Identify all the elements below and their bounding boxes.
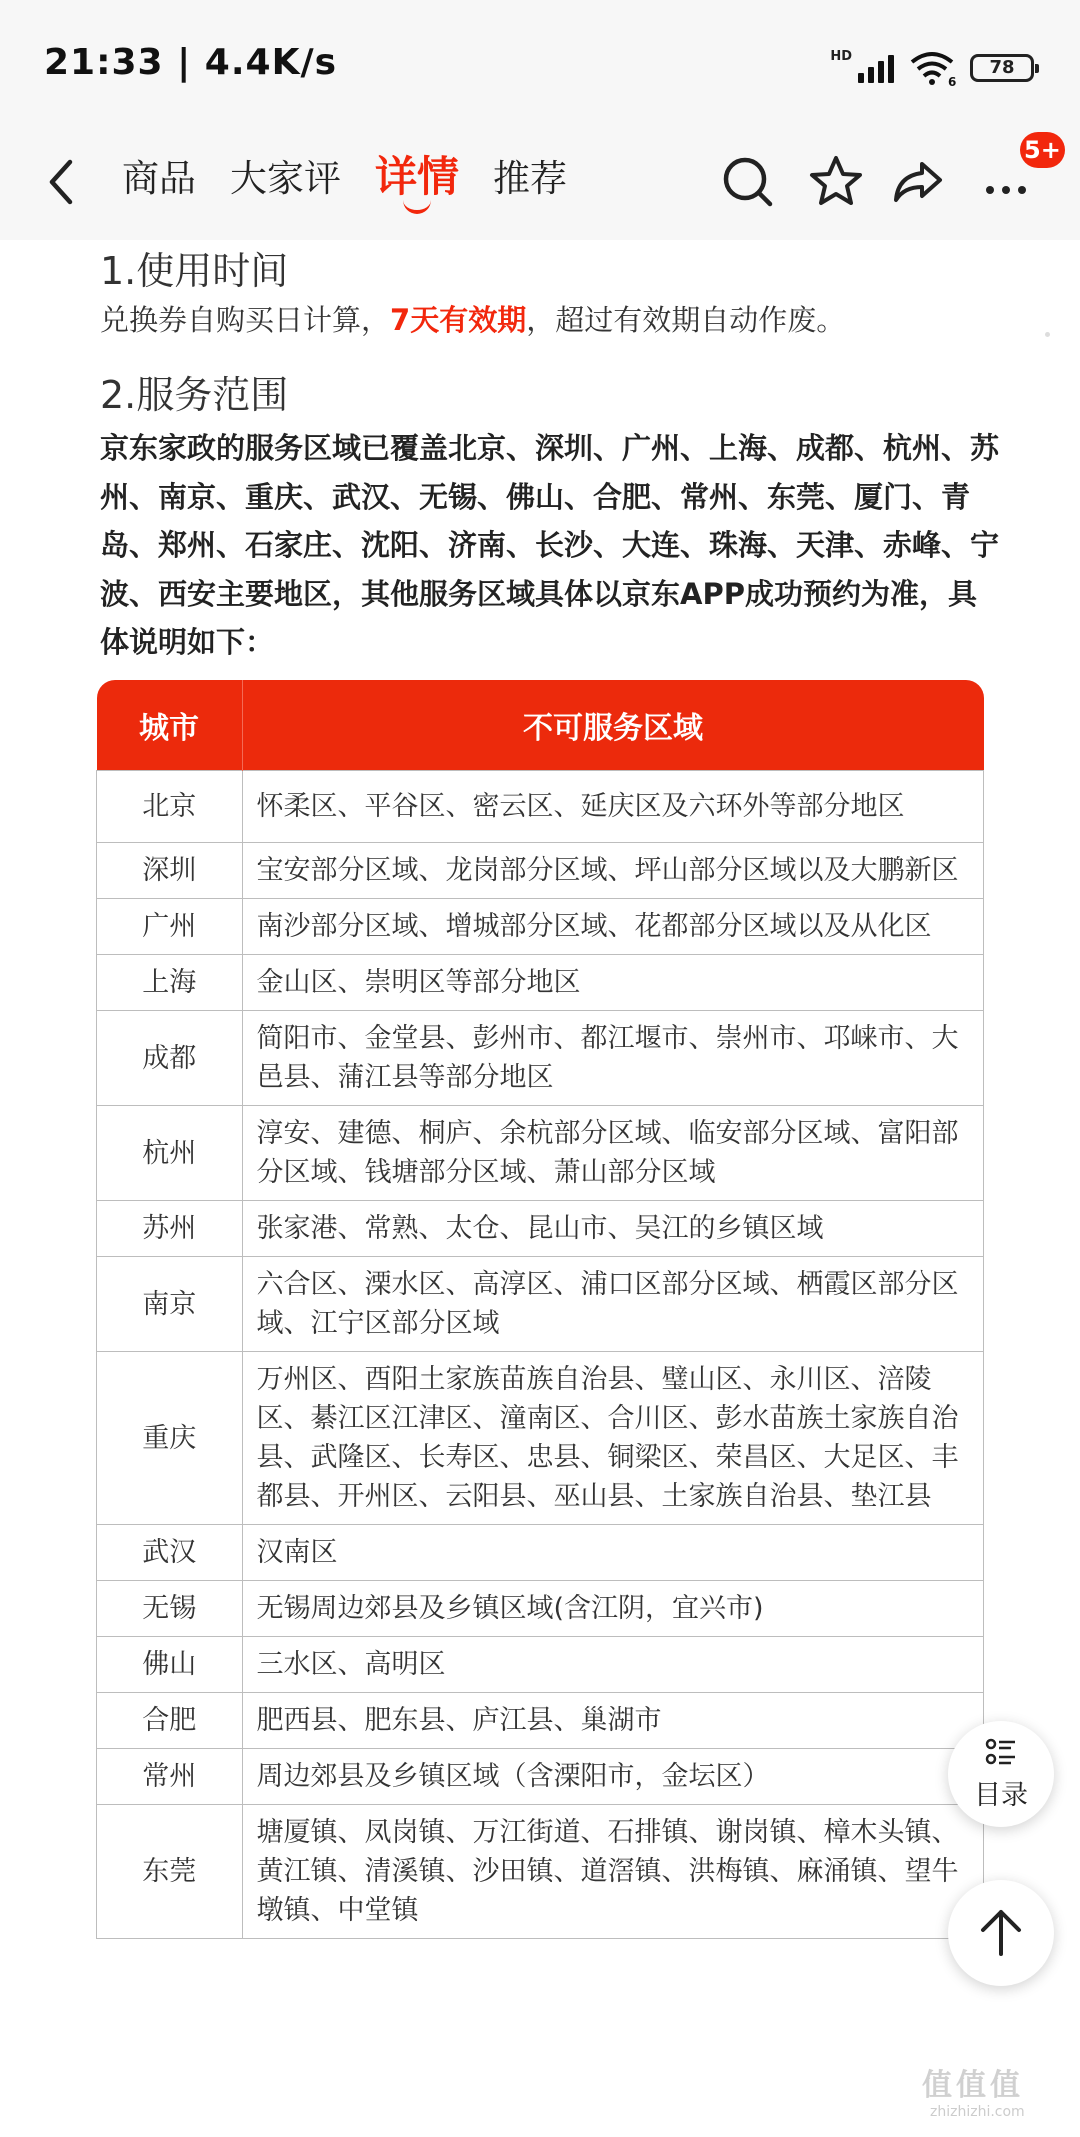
section1-text	[100, 298, 845, 339]
table-row	[97, 1581, 984, 1637]
star-icon[interactable]	[806, 152, 866, 212]
share-icon[interactable]	[888, 152, 948, 212]
area-cell: 怀柔区、平谷区、密云区、延庆区及六环外等部分地区	[242, 771, 984, 843]
status-bar	[0, 0, 1080, 130]
area-cell: 汉南区	[242, 1525, 984, 1581]
tab-bar	[122, 148, 567, 222]
back-icon[interactable]	[40, 152, 84, 212]
notification-badge: 5+	[1020, 132, 1065, 168]
scroll-indicator	[1045, 332, 1050, 337]
tab-details[interactable]: 详情	[375, 144, 459, 218]
city-cell: 广州	[97, 899, 243, 955]
area-cell: 周边郊县及乡镇区域（含溧阳市，金坛区）	[242, 1749, 984, 1805]
detail-content	[0, 240, 1080, 2137]
section2-title: 2.服务范围	[100, 373, 289, 417]
city-cell: 苏州	[97, 1201, 243, 1257]
area-cell: 张家港、常熟、太仓、昆山市、吴江的乡镇区域	[242, 1201, 984, 1257]
service-area-table	[96, 680, 984, 1939]
table-row	[97, 843, 984, 899]
service-scope-paragraph: 京东家政的服务区域已覆盖北京、深圳、广州、上海、成都、杭州、苏州、南京、重庆、武汉、无锡、佛山、合肥、常州、东莞、厦门、青岛、郑州、石家庄、沈阳、济南、长沙、大连、珠海、天津、赤峰、宁波、西安主要地区，其他服务区域具体以京东APP成功预约为准，具体说明如下：	[100, 431, 1000, 659]
table-row	[97, 1257, 984, 1352]
city-cell: 重庆	[97, 1352, 243, 1525]
city-cell: 北京	[97, 771, 243, 843]
watermark-url: zhizhizhi.com	[930, 2104, 1025, 2120]
wifi-icon	[908, 50, 956, 86]
area-cell: 南沙部分区域、增城部分区域、花都部分区域以及从化区	[242, 899, 984, 955]
city-cell: 上海	[97, 955, 243, 1011]
area-cell: 塘厦镇、凤岗镇、万江街道、石排镇、谢岗镇、樟木头镇、黄江镇、清溪镇、沙田镇、道滘镇、洪梅镇、麻涌镇、望牛墩镇、中堂镇	[242, 1805, 984, 1939]
area-cell: 无锡周边郊县及乡镇区域(含江阴，宜兴市)	[242, 1581, 984, 1637]
back-to-top-button[interactable]	[948, 1880, 1054, 1986]
tab-product[interactable]: 商品	[122, 157, 196, 200]
header-area: 不可服务区域	[242, 680, 984, 771]
table-row	[97, 1749, 984, 1805]
table-row	[97, 1693, 984, 1749]
network-type: HD	[830, 48, 852, 64]
table-header	[97, 680, 984, 771]
area-cell: 六合区、溧水区、高淳区、浦口区部分区域、栖霞区部分区域、江宁区部分区域	[242, 1257, 984, 1352]
table-row	[97, 1201, 984, 1257]
signal-icon	[858, 53, 894, 83]
section1-text-a: 兑换券自购买日计算，	[100, 303, 391, 337]
toc-label: 目录	[974, 1780, 1028, 1811]
area-cell: 宝安部分区域、龙岗部分区域、坪山部分区域以及大鹏新区	[242, 843, 984, 899]
table-body	[97, 771, 984, 1939]
section1-text-b: ，超过有效期自动作废。	[526, 303, 846, 337]
table-row	[97, 1525, 984, 1581]
status-icons	[830, 48, 1034, 88]
table-row	[97, 1805, 984, 1939]
table-row	[97, 771, 984, 843]
area-cell: 简阳市、金堂县、彭州市、都江堰市、崇州市、邛崃市、大邑县、蒲江县等部分地区	[242, 1011, 984, 1106]
table-row	[97, 1106, 984, 1201]
area-cell: 三水区、高明区	[242, 1637, 984, 1693]
city-cell: 杭州	[97, 1106, 243, 1201]
search-icon[interactable]	[718, 152, 778, 212]
header-city: 城市	[97, 680, 243, 771]
section1-title: 1.使用时间	[100, 249, 289, 293]
watermark: 值值值	[922, 2068, 1024, 2103]
city-cell: 合肥	[97, 1693, 243, 1749]
validity-highlight: 7天有效期	[390, 303, 527, 337]
top-nav	[0, 130, 1080, 240]
table-row	[97, 955, 984, 1011]
wifi-sub: 6	[948, 75, 956, 86]
area-cell: 万州区、酉阳土家族苗族自治县、璧山区、永川区、涪陵区、綦江区江津区、潼南区、合川区、彭水苗族土家族自治县、武隆区、长寿区、忠县、铜梁区、荣昌区、大足区、丰都县、开州区、云阳县、巫山县、土家族自治县、垫江县	[242, 1352, 984, 1525]
table-row	[97, 1352, 984, 1525]
tab-recommend[interactable]: 推荐	[493, 157, 568, 200]
table-row	[97, 899, 984, 955]
battery-icon: 78	[970, 54, 1034, 82]
city-cell: 常州	[97, 1749, 243, 1805]
list-icon	[985, 1737, 1017, 1769]
area-cell: 金山区、崇明区等部分地区	[242, 955, 984, 1011]
area-cell: 淳安、建德、桐庐、余杭部分区域、临安部分区域、富阳部分区域、钱塘部分区域、萧山部分区域	[242, 1106, 984, 1201]
table-row	[97, 1011, 984, 1106]
city-cell: 成都	[97, 1011, 243, 1106]
city-cell: 佛山	[97, 1637, 243, 1693]
city-cell: 无锡	[97, 1581, 243, 1637]
toc-button[interactable]	[948, 1721, 1054, 1827]
arrow-up-icon	[973, 1904, 1029, 1960]
area-cell: 肥西县、肥东县、庐江县、巢湖市	[242, 1693, 984, 1749]
status-time: 21:33 | 4.4K/s	[44, 42, 338, 83]
city-cell: 东莞	[97, 1805, 243, 1939]
city-cell: 南京	[97, 1257, 243, 1352]
tab-reviews[interactable]: 大家评	[230, 157, 341, 200]
city-cell: 深圳	[97, 843, 243, 899]
table-row	[97, 1637, 984, 1693]
city-cell: 武汉	[97, 1525, 243, 1581]
